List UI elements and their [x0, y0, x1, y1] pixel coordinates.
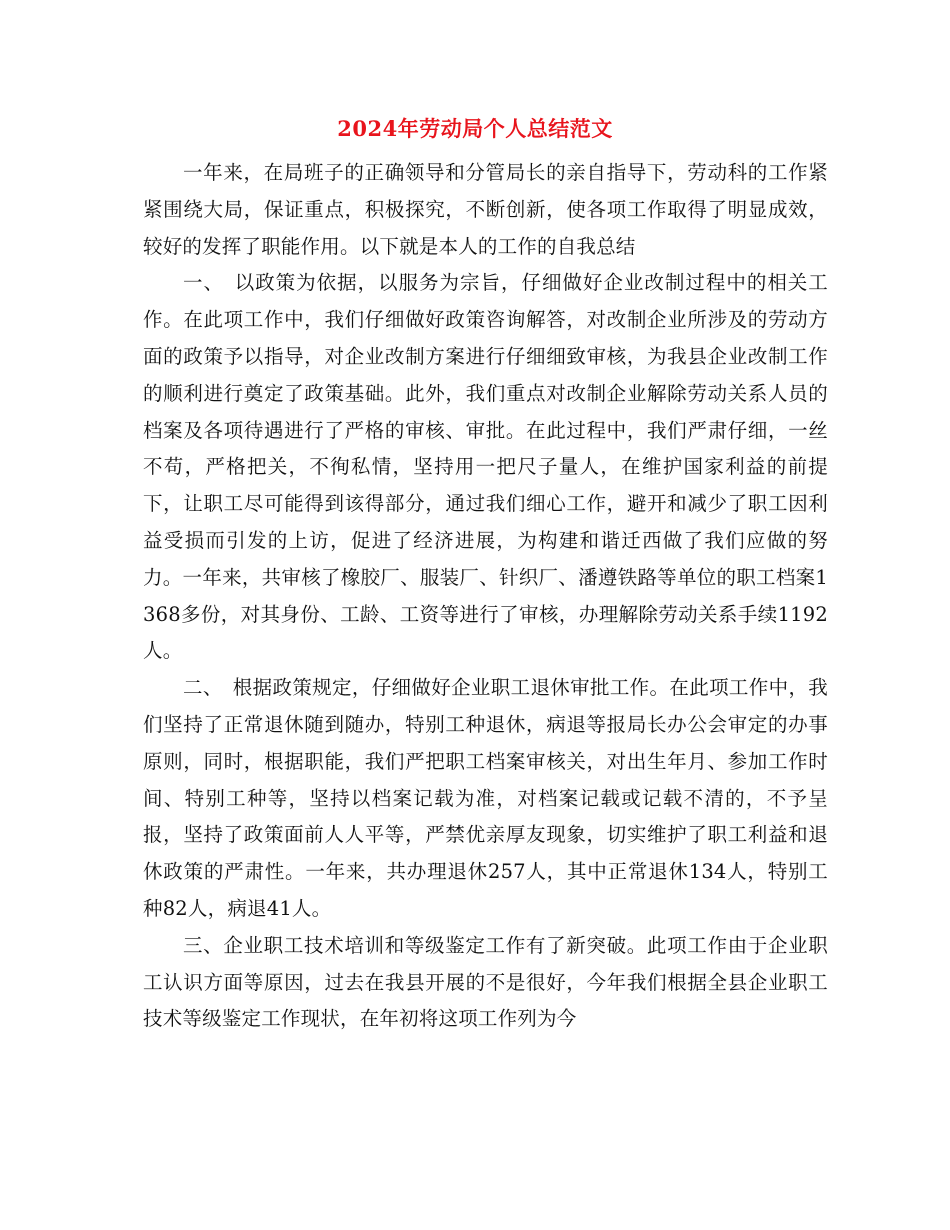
- paragraph-section-1: 一、 以政策为依据，以服务为宗旨，仔细做好企业改制过程中的相关工作。在此项工作中，我们仔细做好政策咨询解答，对改制企业所涉及的劳动方面的政策予以指导，对企业改制方案进行仔细细致审核，为我县企业改制工作的顺利进行奠定了政策基础。此外，我们重点对改制企业解除劳动关系人员的档案及各项待遇进行了严格的审核、审批。在此过程中，我们严肃仔细，一丝不苟，严格把关，不徇私情，坚持用一把尺子量人，在维护国家利益的前提下，让职工尽可能得到该得部分，通过我们细心工作，避开和减少了职工因利益受损而引发的上访，促进了经济进展，为构建和谐迁西做了我们应做的努力。一年来，共审核了橡胶厂、服装厂、针织厂、潘遵铁路等单位的职工档案1368多份，对其身份、工龄、工资等进行了审核，办理解除劳动关系手续1192人。: [143, 271, 828, 663]
- document-body: [143, 155, 828, 1038]
- paragraph-section-2: 二、 根据政策规定，仔细做好企业职工退休审批工作。在此项工作中，我们坚持了正常退休随到随办，特别工种退休，病退等报局长办公会审定的办事原则，同时，根据职能，我们严把职工档案审核关，对出生年月、参加工作时间、特别工种等，坚持以档案记载为准，对档案记载或记载不清的，不予呈报，坚持了政策面前人人平等，严禁优亲厚友现象，切实维护了职工利益和退休政策的严肃性。一年来，共办理退休257人，其中正常退休134人，特别工种82人，病退41人。: [143, 676, 828, 920]
- paragraph-section-3: 三、企业职工技术培训和等级鉴定工作有了新突破。此项工作由于企业职工认识方面等原因，过去在我县开展的不是很好，今年我们根据全县企业职工技术等级鉴定工作现状，在年初将这项工作列为今: [143, 933, 828, 1031]
- paragraph-intro: 一年来，在局班子的正确领导和分管局长的亲自指导下，劳动科的工作紧紧围绕大局，保证重点，积极探究，不断创新，使各项工作取得了明显成效，较好的发挥了职能作用。以下就是本人的工作的自我总结: [143, 161, 828, 258]
- document-title: 2024年劳动局个人总结范文: [337, 116, 613, 141]
